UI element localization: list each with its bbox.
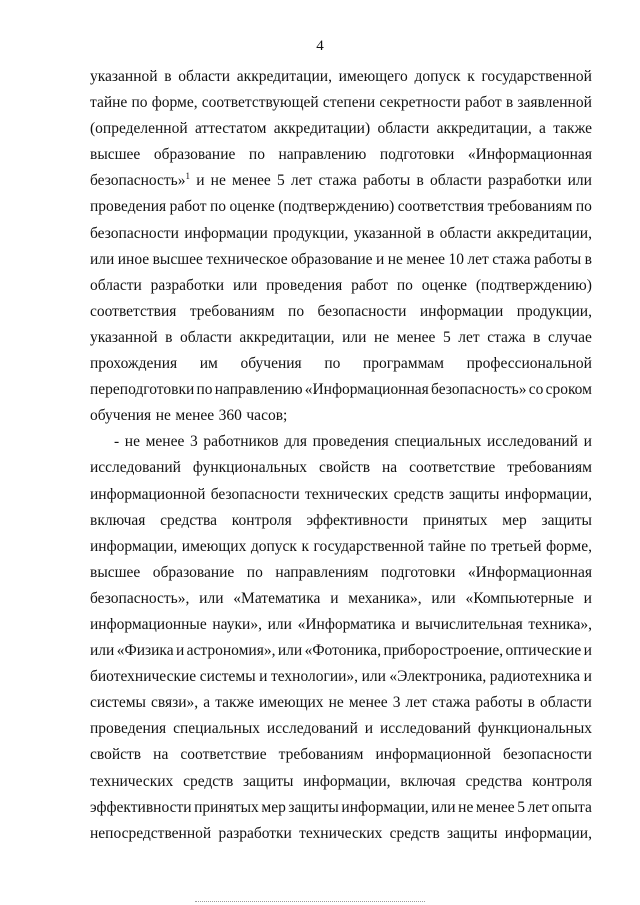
text-line bbox=[90, 429, 592, 455]
word: биотехнические bbox=[90, 668, 197, 686]
word: имеющего bbox=[338, 68, 408, 85]
word: аккредитации, bbox=[236, 68, 332, 85]
word: науки», bbox=[212, 615, 262, 633]
text-line bbox=[90, 351, 592, 377]
word: подготовки bbox=[380, 563, 456, 581]
word: по bbox=[470, 537, 487, 555]
word: не bbox=[387, 250, 403, 268]
word: или bbox=[267, 615, 292, 633]
word: имеющих bbox=[181, 537, 247, 555]
word: информации bbox=[419, 302, 504, 320]
word: в bbox=[527, 694, 535, 712]
word: или bbox=[431, 798, 456, 816]
word: «Информационная bbox=[304, 381, 429, 399]
word: не bbox=[373, 328, 390, 346]
word: по bbox=[396, 276, 413, 294]
word: переподготовки bbox=[90, 381, 195, 399]
word: специальных bbox=[394, 433, 482, 451]
word: безопасность», bbox=[90, 589, 190, 607]
word: требованиям bbox=[278, 746, 364, 764]
word: информационной bbox=[375, 746, 491, 764]
word: соответствующей bbox=[201, 94, 319, 112]
text-line bbox=[90, 221, 592, 247]
text-line bbox=[90, 90, 592, 116]
word: техника», bbox=[528, 615, 592, 633]
word: в bbox=[164, 68, 172, 85]
word: системы bbox=[90, 694, 146, 712]
word: средств bbox=[393, 485, 444, 503]
word: безопасности bbox=[317, 302, 407, 320]
word: высшее bbox=[152, 250, 203, 268]
document-body bbox=[90, 64, 592, 847]
word: лет bbox=[527, 798, 549, 816]
word: «Физика bbox=[116, 642, 174, 660]
word: лет bbox=[405, 694, 427, 712]
word: радиотехника bbox=[489, 668, 581, 686]
text-line bbox=[90, 325, 592, 351]
word: аттестатом bbox=[194, 120, 267, 138]
word: (подтверждению) bbox=[475, 276, 592, 294]
word: проведения bbox=[312, 433, 389, 451]
word: области bbox=[377, 120, 430, 138]
word: исследований bbox=[379, 720, 471, 738]
word: и bbox=[401, 615, 410, 633]
word: по bbox=[575, 198, 592, 216]
word: сроком bbox=[545, 381, 592, 399]
word: по bbox=[246, 563, 263, 581]
word: направлению bbox=[214, 381, 303, 399]
word: продукции, bbox=[516, 302, 592, 320]
text-line bbox=[90, 64, 592, 90]
word: не bbox=[210, 172, 226, 190]
word: средств bbox=[183, 772, 234, 790]
word: непосредственной bbox=[90, 824, 212, 842]
word: и bbox=[583, 433, 592, 451]
word: или bbox=[361, 668, 386, 686]
word: и bbox=[364, 720, 374, 738]
word: оценке bbox=[421, 276, 467, 294]
word: форме, bbox=[546, 537, 592, 555]
word: по bbox=[288, 302, 305, 320]
word: в bbox=[426, 224, 435, 242]
word: также bbox=[215, 694, 254, 712]
word: безопасность» bbox=[90, 172, 186, 190]
text-line bbox=[90, 716, 592, 742]
text-line bbox=[90, 795, 592, 821]
word: государственной bbox=[481, 68, 592, 85]
word: прохождения bbox=[90, 355, 178, 373]
word: часов; bbox=[246, 407, 288, 425]
word: приборостроение, bbox=[383, 642, 504, 660]
text-line bbox=[90, 612, 592, 638]
word: по bbox=[196, 381, 213, 399]
word: тайне bbox=[428, 537, 466, 555]
word: техническое bbox=[206, 250, 288, 268]
word: и bbox=[196, 172, 205, 190]
word: функциональных bbox=[192, 459, 308, 477]
word: и bbox=[583, 642, 592, 660]
word: 360 bbox=[218, 407, 242, 425]
word: безопасность» bbox=[431, 381, 527, 399]
word: разработки bbox=[150, 276, 225, 294]
word: проведения bbox=[90, 720, 167, 738]
word: к bbox=[301, 537, 310, 555]
word: аккредитации, bbox=[436, 120, 532, 138]
word: принятых bbox=[422, 511, 488, 529]
word: системы bbox=[199, 668, 256, 686]
word: соответствия bbox=[90, 302, 177, 320]
word: по bbox=[324, 355, 341, 373]
text-line bbox=[90, 821, 592, 847]
word: менее bbox=[406, 250, 446, 268]
word: «Информационная bbox=[467, 563, 592, 581]
word: проведения bbox=[90, 198, 167, 216]
word: «Электроника, bbox=[389, 668, 487, 686]
word: соответствие bbox=[180, 746, 267, 764]
text-line bbox=[90, 377, 592, 403]
word: не bbox=[155, 407, 171, 425]
word: а bbox=[539, 120, 546, 138]
word: третьей bbox=[490, 537, 542, 555]
text-line bbox=[90, 534, 592, 560]
word: лет bbox=[290, 172, 313, 190]
text-line bbox=[90, 455, 592, 481]
word: менее bbox=[145, 433, 185, 451]
word: требованиям bbox=[487, 198, 573, 216]
word: включая bbox=[400, 772, 456, 790]
word: области bbox=[178, 68, 231, 85]
word: или bbox=[567, 172, 592, 190]
word: «Математика bbox=[233, 589, 321, 607]
word: аккредитации) bbox=[273, 120, 371, 138]
word: работы bbox=[533, 250, 582, 268]
word: технологии», bbox=[270, 668, 359, 686]
word: направлениям bbox=[275, 563, 369, 581]
word: вычислительная bbox=[415, 615, 523, 633]
word: к bbox=[467, 68, 475, 85]
word: мер bbox=[261, 798, 286, 816]
word: стажа bbox=[492, 250, 531, 268]
word: профессиональной bbox=[466, 355, 592, 373]
word: в bbox=[505, 94, 514, 112]
word: не bbox=[458, 798, 474, 816]
word: принятых bbox=[194, 798, 259, 816]
word: не bbox=[328, 694, 344, 712]
word: технических bbox=[90, 772, 174, 790]
word: аккредитации, bbox=[239, 328, 335, 346]
word: требованиям bbox=[507, 459, 592, 477]
word: и bbox=[259, 668, 268, 686]
word: информации, bbox=[504, 485, 592, 503]
word: информации, bbox=[504, 824, 592, 842]
word: (подтверждению) bbox=[278, 198, 395, 216]
word: лет bbox=[467, 250, 489, 268]
word: образование bbox=[152, 563, 235, 581]
word: включая bbox=[90, 511, 146, 529]
word: иное bbox=[117, 250, 150, 268]
word: государственной bbox=[313, 537, 425, 555]
text-line bbox=[90, 116, 592, 142]
word: защиты bbox=[541, 511, 592, 529]
text-line bbox=[90, 638, 592, 664]
word: исследований bbox=[487, 433, 578, 451]
word: и bbox=[375, 250, 385, 268]
word: допуск bbox=[250, 537, 297, 555]
word: в bbox=[165, 328, 173, 346]
word: специальных bbox=[173, 720, 261, 738]
word: исследований bbox=[90, 459, 181, 477]
word: по bbox=[131, 94, 148, 112]
word: эффективности bbox=[90, 798, 192, 816]
text-line bbox=[90, 769, 592, 795]
word: образование bbox=[153, 146, 236, 164]
text-line bbox=[90, 482, 592, 508]
word: по bbox=[209, 198, 227, 216]
text-line bbox=[90, 508, 592, 534]
word: на bbox=[382, 459, 398, 477]
word: высшее bbox=[90, 146, 141, 164]
word: технических bbox=[305, 485, 389, 503]
word: области bbox=[180, 328, 232, 346]
word: связи», bbox=[151, 694, 199, 712]
word: обучения bbox=[240, 355, 302, 373]
word: аккредитации, bbox=[496, 224, 592, 242]
word: или bbox=[342, 328, 367, 346]
word: менее bbox=[175, 407, 215, 425]
word: опыта bbox=[551, 798, 592, 816]
word: менее bbox=[348, 694, 388, 712]
word: защиты bbox=[447, 824, 498, 842]
word: разработки bbox=[218, 824, 292, 842]
word: и bbox=[330, 589, 339, 607]
word: области bbox=[439, 224, 492, 242]
word: контроля bbox=[231, 511, 292, 529]
word: 3 bbox=[189, 433, 198, 451]
word: безопасности bbox=[503, 746, 592, 764]
word: направлению bbox=[278, 146, 367, 164]
word: работ bbox=[169, 198, 207, 216]
word: «Фотоника, bbox=[304, 642, 382, 660]
word: или bbox=[232, 276, 258, 294]
word: средства bbox=[160, 511, 218, 529]
word: имеющих bbox=[259, 694, 324, 712]
word: работы bbox=[475, 694, 523, 712]
word: по bbox=[248, 146, 265, 164]
text-line bbox=[90, 560, 592, 586]
word: 5 bbox=[517, 798, 525, 816]
word: тайне bbox=[90, 94, 128, 112]
word: информации, bbox=[303, 772, 391, 790]
word: технических bbox=[299, 824, 383, 842]
word-with-footnote bbox=[90, 168, 190, 194]
word: соответствие bbox=[409, 459, 496, 477]
word: средств bbox=[389, 824, 440, 842]
word: для bbox=[284, 433, 307, 451]
footnote-marker: 1 bbox=[185, 171, 190, 182]
word: работ bbox=[464, 94, 502, 112]
word: работников bbox=[203, 433, 279, 451]
word: оптические bbox=[505, 642, 582, 660]
word: контроля bbox=[532, 772, 592, 790]
text-line bbox=[90, 299, 592, 325]
word: безопасности bbox=[90, 224, 179, 242]
word: степени bbox=[322, 94, 376, 112]
word: в bbox=[416, 172, 424, 190]
word: области bbox=[90, 276, 142, 294]
word: или bbox=[199, 589, 224, 607]
word: работ bbox=[351, 276, 388, 294]
word: информации, bbox=[341, 798, 429, 816]
word: 10 bbox=[448, 250, 464, 268]
text-line bbox=[90, 586, 592, 612]
word: защиты bbox=[288, 798, 339, 816]
word: мер bbox=[502, 511, 527, 529]
word: стажа bbox=[487, 328, 526, 346]
word: «Информационная bbox=[467, 146, 592, 164]
scan-edge-artifact bbox=[195, 901, 425, 902]
text-line bbox=[90, 273, 592, 299]
word: области bbox=[540, 694, 592, 712]
text-line bbox=[90, 664, 592, 690]
word: эффективности bbox=[306, 511, 409, 529]
word: допуск bbox=[414, 68, 461, 85]
word: оценке bbox=[229, 198, 275, 216]
word: свойств bbox=[90, 746, 142, 764]
word: информационные bbox=[90, 615, 207, 633]
word: (определенной bbox=[90, 120, 188, 138]
word: лет bbox=[458, 328, 480, 346]
word: и bbox=[175, 642, 185, 660]
word: стажа bbox=[318, 172, 357, 190]
word: на bbox=[153, 746, 169, 764]
page-number: 4 bbox=[316, 38, 324, 54]
word: требованиям bbox=[189, 302, 275, 320]
word: безопасности bbox=[210, 485, 300, 503]
word: также bbox=[553, 120, 592, 138]
word: или bbox=[90, 250, 115, 268]
word: соответствия bbox=[397, 198, 485, 216]
word: случае bbox=[547, 328, 592, 346]
word: 3 bbox=[392, 694, 401, 712]
word: не bbox=[124, 433, 140, 451]
word: или bbox=[90, 642, 115, 660]
word: проведения bbox=[266, 276, 343, 294]
word: а bbox=[203, 694, 211, 712]
word: или bbox=[277, 642, 303, 660]
word: 5 bbox=[276, 172, 285, 190]
word: разработки bbox=[487, 172, 562, 190]
word: в bbox=[533, 328, 541, 346]
word: защиты bbox=[243, 772, 294, 790]
word: со bbox=[528, 381, 544, 399]
text-line bbox=[90, 194, 592, 220]
word: защиты bbox=[449, 485, 500, 503]
text-line bbox=[90, 247, 592, 273]
word: функциональных bbox=[477, 720, 592, 738]
word: исследований bbox=[266, 720, 358, 738]
word: менее bbox=[396, 328, 436, 346]
word: высшее bbox=[90, 563, 141, 581]
word: образование bbox=[291, 250, 373, 268]
word: продукции, bbox=[273, 224, 349, 242]
word: информации bbox=[184, 224, 268, 242]
word: указанной bbox=[90, 328, 158, 346]
word: области bbox=[429, 172, 482, 190]
word: секретности bbox=[379, 94, 461, 112]
word: средства bbox=[465, 772, 523, 790]
word: стажа bbox=[431, 694, 471, 712]
word: и bbox=[583, 589, 592, 607]
word: указанной bbox=[353, 224, 422, 242]
text-line bbox=[90, 142, 592, 168]
word: информации, bbox=[90, 537, 178, 555]
word: программам bbox=[363, 355, 444, 373]
word: механика», bbox=[348, 589, 422, 607]
text-line bbox=[90, 742, 592, 768]
text-line bbox=[90, 690, 592, 716]
word: форме, bbox=[151, 94, 198, 112]
word: менее bbox=[475, 798, 515, 816]
word: обучения bbox=[90, 407, 152, 425]
word: заявленной bbox=[517, 94, 592, 112]
word: информационной bbox=[90, 485, 206, 503]
word: им bbox=[199, 355, 218, 373]
word: свойств bbox=[318, 459, 371, 477]
word: 5 bbox=[442, 328, 451, 346]
text-line bbox=[90, 403, 592, 429]
word: в bbox=[584, 250, 592, 268]
word: работы bbox=[363, 172, 411, 190]
word: указанной bbox=[90, 68, 158, 85]
word: «Информатика bbox=[297, 615, 396, 633]
word: менее bbox=[232, 172, 271, 190]
word: - bbox=[114, 433, 120, 451]
word: «Компьютерные bbox=[465, 589, 574, 607]
word: астрономия», bbox=[186, 642, 276, 660]
word: и bbox=[583, 668, 592, 686]
text-line bbox=[90, 168, 592, 194]
word: или bbox=[431, 589, 456, 607]
word: подготовки bbox=[379, 146, 455, 164]
